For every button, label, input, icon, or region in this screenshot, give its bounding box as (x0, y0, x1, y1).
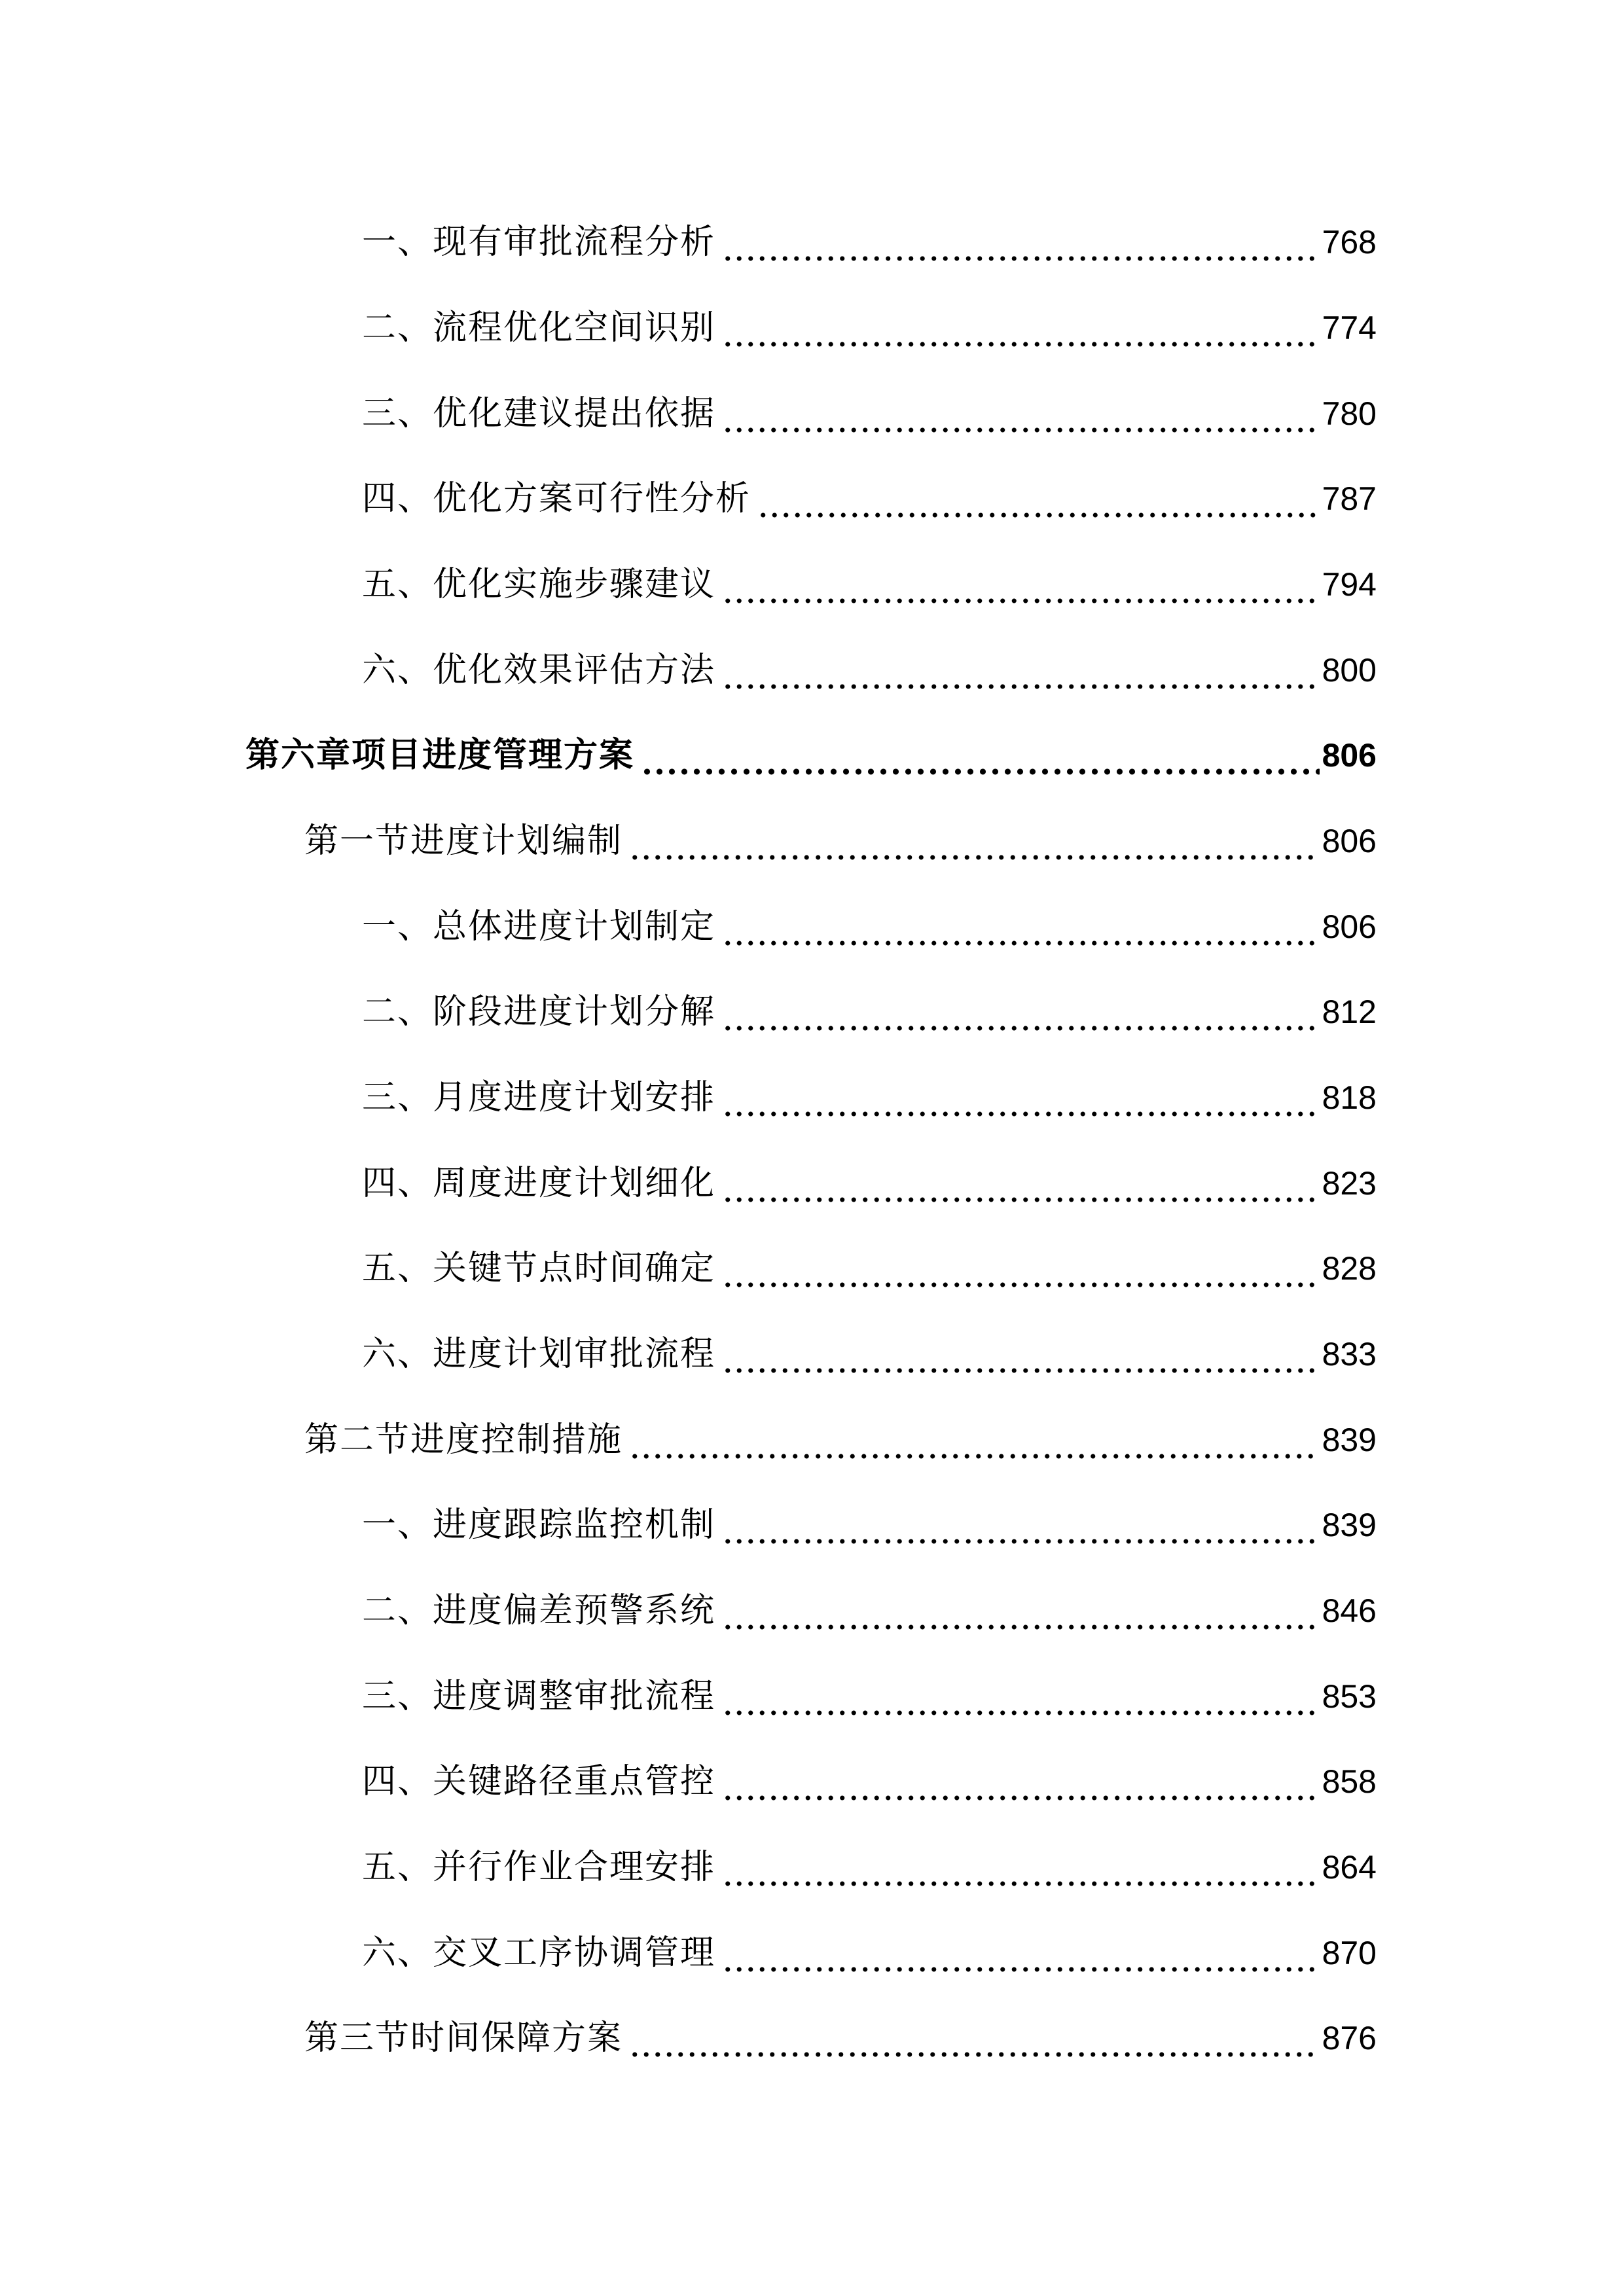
toc-entry-page: 853 (1322, 1678, 1377, 1715)
dot-leader (722, 1499, 1320, 1551)
toc-entry[interactable] (362, 1585, 1377, 1637)
toc-entry[interactable] (362, 1670, 1377, 1723)
toc-entry[interactable] (362, 1927, 1377, 1979)
dot-leader (722, 901, 1320, 953)
toc-entry-title: 第二节进度控制措施 (304, 1420, 623, 1460)
dot-leader (629, 1414, 1320, 1466)
dot-leader (722, 1157, 1320, 1210)
toc-entry[interactable] (362, 1157, 1377, 1210)
toc-entry[interactable] (362, 986, 1377, 1038)
dot-leader (722, 1071, 1320, 1124)
dot-leader (641, 729, 1320, 781)
dot-leader (629, 2012, 1320, 2064)
toc-section-entry[interactable] (304, 2012, 1377, 2064)
toc-entry-page: 806 (1322, 823, 1377, 859)
toc-entry-page: 864 (1322, 1849, 1377, 1886)
dot-leader (722, 1841, 1320, 1893)
toc-entry-page: 800 (1322, 652, 1377, 689)
toc-entry-title: 二、进度偏差预警系统 (362, 1591, 716, 1630)
toc-entry-page: 839 (1322, 1422, 1377, 1458)
toc-entry-title: 三、进度调整审批流程 (362, 1677, 716, 1716)
toc-entry-title: 二、流程优化空间识别 (362, 308, 716, 348)
toc-entry-title: 第六章项目进度管理方案 (245, 735, 635, 775)
toc-entry-title: 三、月度进度计划安排 (362, 1078, 716, 1117)
toc-entry-page: 812 (1322, 994, 1377, 1030)
toc-entry[interactable] (362, 1499, 1377, 1551)
toc-entry-page: 858 (1322, 1763, 1377, 1800)
toc-entry-title: 三、优化建议提出依据 (362, 394, 716, 433)
toc-entry[interactable] (362, 216, 1377, 268)
toc-entry-page: 833 (1322, 1336, 1377, 1372)
toc-chapter-entry[interactable] (245, 729, 1377, 781)
dot-leader (722, 1242, 1320, 1295)
toc-entry-title: 四、关键路径重点管控 (362, 1762, 716, 1801)
toc-entry-title: 一、总体进度计划制定 (362, 907, 716, 946)
toc-entry[interactable] (362, 1755, 1377, 1808)
toc-entry-title: 四、周度进度计划细化 (362, 1164, 716, 1203)
toc-entry-title: 六、优化效果评估方法 (362, 651, 716, 690)
toc-entry-page: 828 (1322, 1250, 1377, 1287)
toc-entry-title: 第三节时间保障方案 (304, 2018, 623, 2058)
dot-leader (722, 387, 1320, 440)
toc-entry-title: 五、优化实施步骤建议 (362, 565, 716, 604)
toc-entry-page: 806 (1322, 908, 1377, 945)
dot-leader (722, 1927, 1320, 1979)
toc-entry[interactable] (362, 302, 1377, 354)
toc-entry-page: 876 (1322, 2020, 1377, 2056)
dot-leader (722, 302, 1320, 354)
toc-entry-title: 五、并行作业合理安排 (362, 1848, 716, 1887)
toc-entry[interactable] (362, 644, 1377, 696)
toc-entry-page: 794 (1322, 566, 1377, 603)
toc-entry-page: 787 (1322, 480, 1377, 517)
toc-entry[interactable] (362, 1242, 1377, 1295)
toc-entry-title: 一、进度跟踪监控机制 (362, 1505, 716, 1545)
toc-entry-title: 二、阶段进度计划分解 (362, 992, 716, 1031)
toc-entry[interactable] (362, 901, 1377, 953)
toc-entry-page: 768 (1322, 224, 1377, 260)
toc-entry[interactable] (362, 558, 1377, 611)
toc-entry-title: 五、关键节点时间确定 (362, 1249, 716, 1288)
toc-entry-page: 806 (1322, 737, 1377, 774)
toc-entry[interactable] (362, 473, 1377, 525)
toc-entry[interactable] (362, 1071, 1377, 1124)
toc-entry-page: 870 (1322, 1935, 1377, 1971)
toc-entry[interactable] (362, 1841, 1377, 1893)
toc-entry[interactable] (362, 387, 1377, 440)
toc-section-entry[interactable] (304, 815, 1377, 867)
toc-entry-title: 第一节进度计划编制 (304, 821, 623, 861)
dot-leader (722, 1670, 1320, 1723)
toc-entry-title: 一、现有审批流程分析 (362, 223, 716, 262)
dot-leader (722, 644, 1320, 696)
dot-leader (757, 473, 1320, 525)
dot-leader (629, 815, 1320, 867)
toc-entry-page: 774 (1322, 310, 1377, 346)
toc-entry-title: 六、交叉工序协调管理 (362, 1933, 716, 1973)
toc-section-entry[interactable] (304, 1414, 1377, 1466)
dot-leader (722, 558, 1320, 611)
toc-entry-page: 818 (1322, 1079, 1377, 1116)
dot-leader (722, 1755, 1320, 1808)
dot-leader (722, 216, 1320, 268)
dot-leader (722, 1328, 1320, 1380)
dot-leader (722, 986, 1320, 1038)
toc-entry-page: 823 (1322, 1165, 1377, 1202)
toc-entry[interactable] (362, 1328, 1377, 1380)
toc-entry-title: 六、进度计划审批流程 (362, 1335, 716, 1374)
toc-entry-page: 846 (1322, 1592, 1377, 1629)
toc-entry-title: 四、优化方案可行性分析 (362, 479, 751, 518)
dot-leader (722, 1585, 1320, 1637)
toc-entry-page: 780 (1322, 395, 1377, 432)
toc-entry-page: 839 (1322, 1507, 1377, 1543)
